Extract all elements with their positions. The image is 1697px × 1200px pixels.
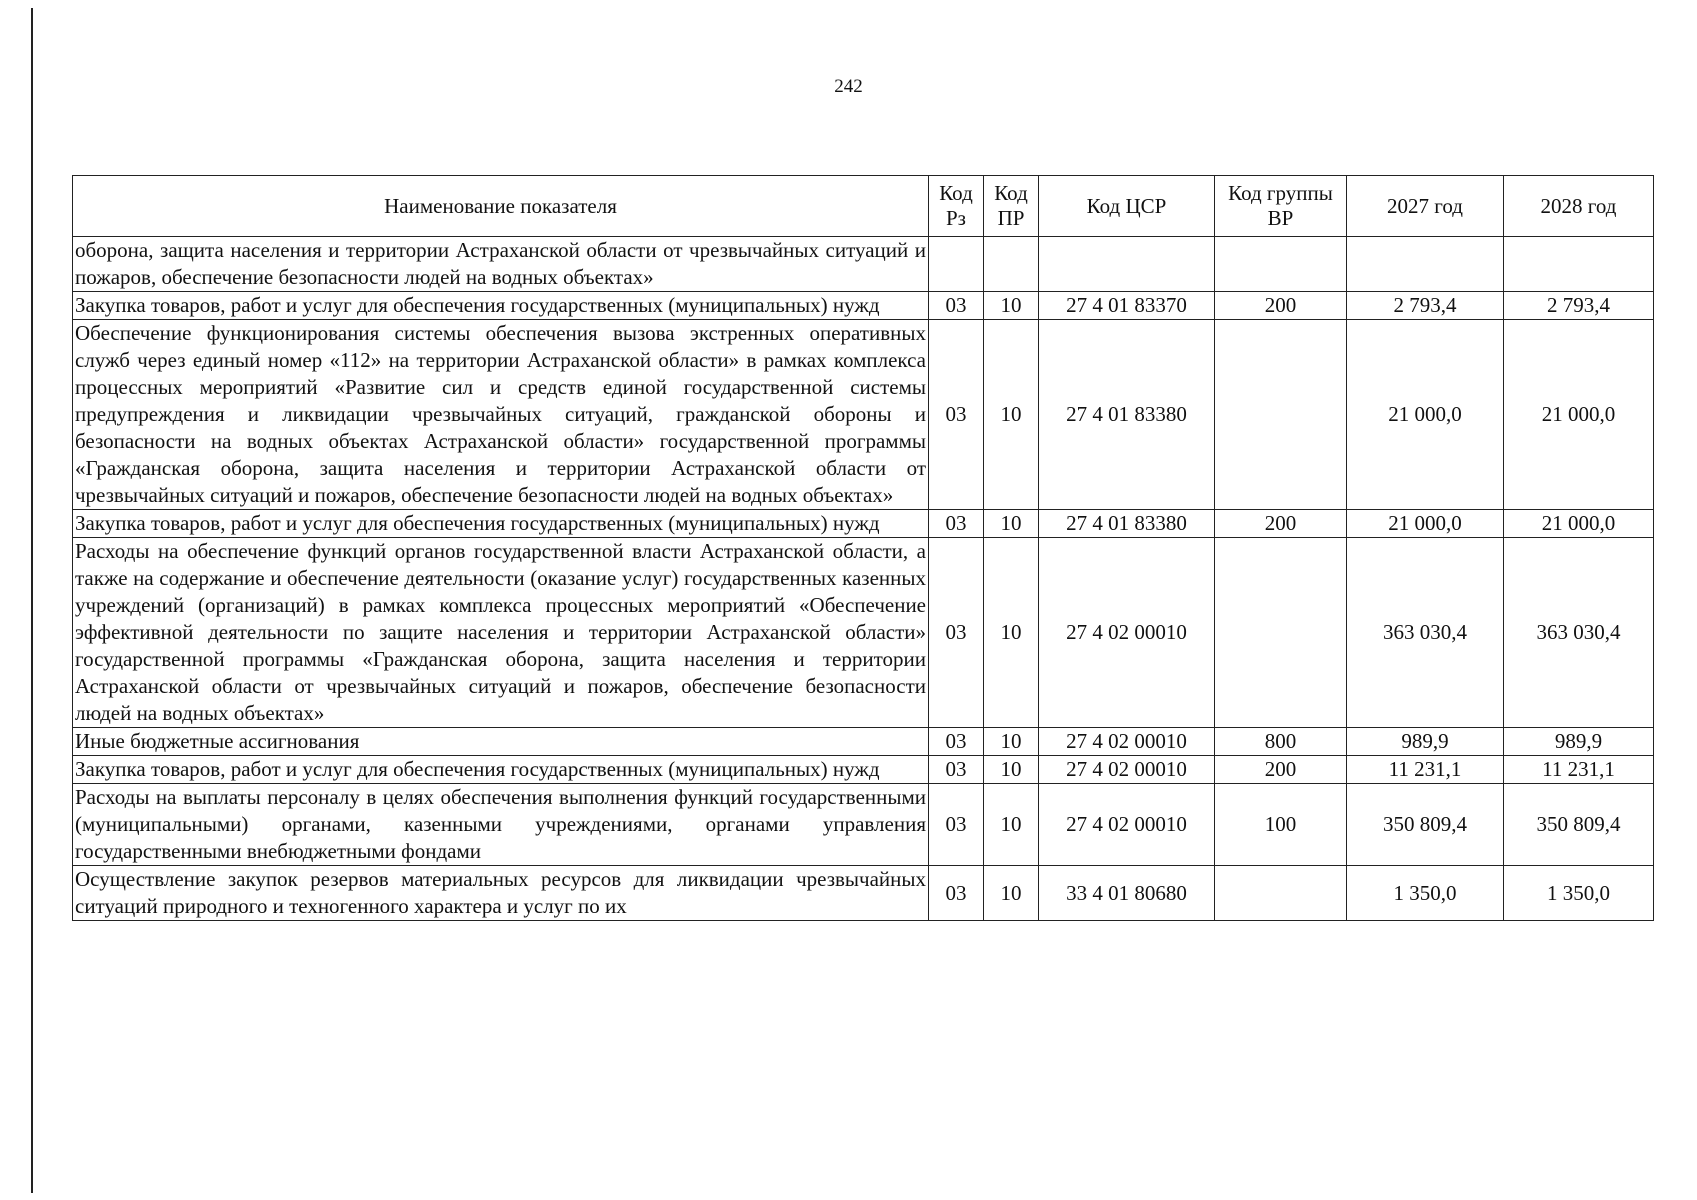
cell-name: Закупка товаров, работ и услуг для обеспечения государственных (муниципальных) нужд [73,756,929,784]
cell-2028 [1504,237,1654,292]
page-number: 242 [834,76,863,97]
cell-2027: 11 231,1 [1347,756,1504,784]
cell-name: оборона, защита населения и территории Астраханской области от чрезвычайных ситуаций и пожаров, обеспечение безопасности людей на водных объектах» [73,237,929,292]
cell-2028: 1 350,0 [1504,866,1654,921]
cell-pr [984,237,1039,292]
cell-csr: 27 4 02 00010 [1039,728,1215,756]
binding-margin-line [31,8,33,1193]
header-pr: Код ПР [984,176,1039,237]
cell-2028: 11 231,1 [1504,756,1654,784]
cell-name: Расходы на обеспечение функций органов государственной власти Астраханской области, а также на содержание и обеспечение деятельности (оказание услуг) государственных казенных учреждений (организаций) в рамках комплекса процессных мероприятий «Обеспечение эффективной деятельности по защите населения и территории Астраханской области» государственной программы «Гражданская оборона, защита населения и территории Астраханской области от чрезвычайных ситуаций и пожаров, обеспечение безопасности людей на водных объектах» [73,538,929,728]
cell-vr: 100 [1215,784,1347,866]
cell-rz: 03 [929,866,984,921]
cell-2027: 2 793,4 [1347,292,1504,320]
cell-rz: 03 [929,538,984,728]
cell-rz [929,237,984,292]
cell-2027: 1 350,0 [1347,866,1504,921]
header-2027: 2027 год [1347,176,1504,237]
header-csr: Код ЦСР [1039,176,1215,237]
cell-rz: 03 [929,510,984,538]
cell-csr: 27 4 01 83370 [1039,292,1215,320]
cell-csr [1039,237,1215,292]
cell-2027: 350 809,4 [1347,784,1504,866]
cell-pr: 10 [984,292,1039,320]
header-vr: Код группы ВР [1215,176,1347,237]
table-row [73,292,1654,320]
cell-pr: 10 [984,728,1039,756]
header-rz: Код Рз [929,176,984,237]
cell-2028: 989,9 [1504,728,1654,756]
table-row [73,756,1654,784]
cell-2027: 989,9 [1347,728,1504,756]
cell-pr: 10 [984,510,1039,538]
cell-name: Осуществление закупок резервов материальных ресурсов для ликвидации чрезвычайных ситуаций природного и техногенного характера и услуг по их [73,866,929,921]
cell-pr: 10 [984,538,1039,728]
cell-vr [1215,538,1347,728]
cell-2028: 21 000,0 [1504,320,1654,510]
cell-rz: 03 [929,728,984,756]
cell-rz: 03 [929,756,984,784]
cell-2027 [1347,237,1504,292]
cell-vr: 200 [1215,510,1347,538]
table-header [73,176,1654,237]
cell-rz: 03 [929,784,984,866]
table-row [73,510,1654,538]
cell-vr: 200 [1215,756,1347,784]
cell-name: Закупка товаров, работ и услуг для обеспечения государственных (муниципальных) нужд [73,510,929,538]
cell-rz: 03 [929,292,984,320]
cell-2028: 350 809,4 [1504,784,1654,866]
cell-csr: 27 4 01 83380 [1039,510,1215,538]
cell-2028: 21 000,0 [1504,510,1654,538]
table-row [73,320,1654,510]
cell-name: Иные бюджетные ассигнования [73,728,929,756]
cell-pr: 10 [984,756,1039,784]
cell-pr: 10 [984,866,1039,921]
cell-csr: 27 4 02 00010 [1039,756,1215,784]
cell-2028: 363 030,4 [1504,538,1654,728]
budget-table [72,175,1654,921]
table-row [73,237,1654,292]
table-row [73,728,1654,756]
cell-vr [1215,866,1347,921]
table-row [73,866,1654,921]
table-row [73,538,1654,728]
cell-pr: 10 [984,320,1039,510]
cell-pr: 10 [984,784,1039,866]
cell-2027: 21 000,0 [1347,510,1504,538]
cell-csr: 27 4 02 00010 [1039,784,1215,866]
cell-rz: 03 [929,320,984,510]
cell-vr: 200 [1215,292,1347,320]
cell-2028: 2 793,4 [1504,292,1654,320]
cell-name: Расходы на выплаты персоналу в целях обеспечения выполнения функций государственными (муниципальными) органами, казенными учреждениями, органами управления государственными внебюджетными фондами [73,784,929,866]
header-row [73,176,1654,237]
cell-csr: 27 4 01 83380 [1039,320,1215,510]
header-2028: 2028 год [1504,176,1654,237]
table-row [73,784,1654,866]
cell-csr: 33 4 01 80680 [1039,866,1215,921]
cell-csr: 27 4 02 00010 [1039,538,1215,728]
cell-2027: 21 000,0 [1347,320,1504,510]
cell-vr [1215,320,1347,510]
cell-name: Закупка товаров, работ и услуг для обеспечения государственных (муниципальных) нужд [73,292,929,320]
cell-2027: 363 030,4 [1347,538,1504,728]
cell-vr: 800 [1215,728,1347,756]
cell-name: Обеспечение функционирования системы обеспечения вызова экстренных оперативных служб через единый номер «112» на территории Астраханской области» в рамках комплекса процессных мероприятий «Развитие сил и средств единой государственной системы предупреждения и ликвидации чрезвычайных ситуаций, гражданской обороны и безопасности на водных объектах Астраханской области» государственной программы «Гражданская оборона, защита населения и территории Астраханской области от чрезвычайных ситуаций и пожаров, обеспечение безопасности людей на водных объектах» [73,320,929,510]
cell-vr [1215,237,1347,292]
table-body [73,237,1654,921]
header-name: Наименование показателя [73,176,929,237]
